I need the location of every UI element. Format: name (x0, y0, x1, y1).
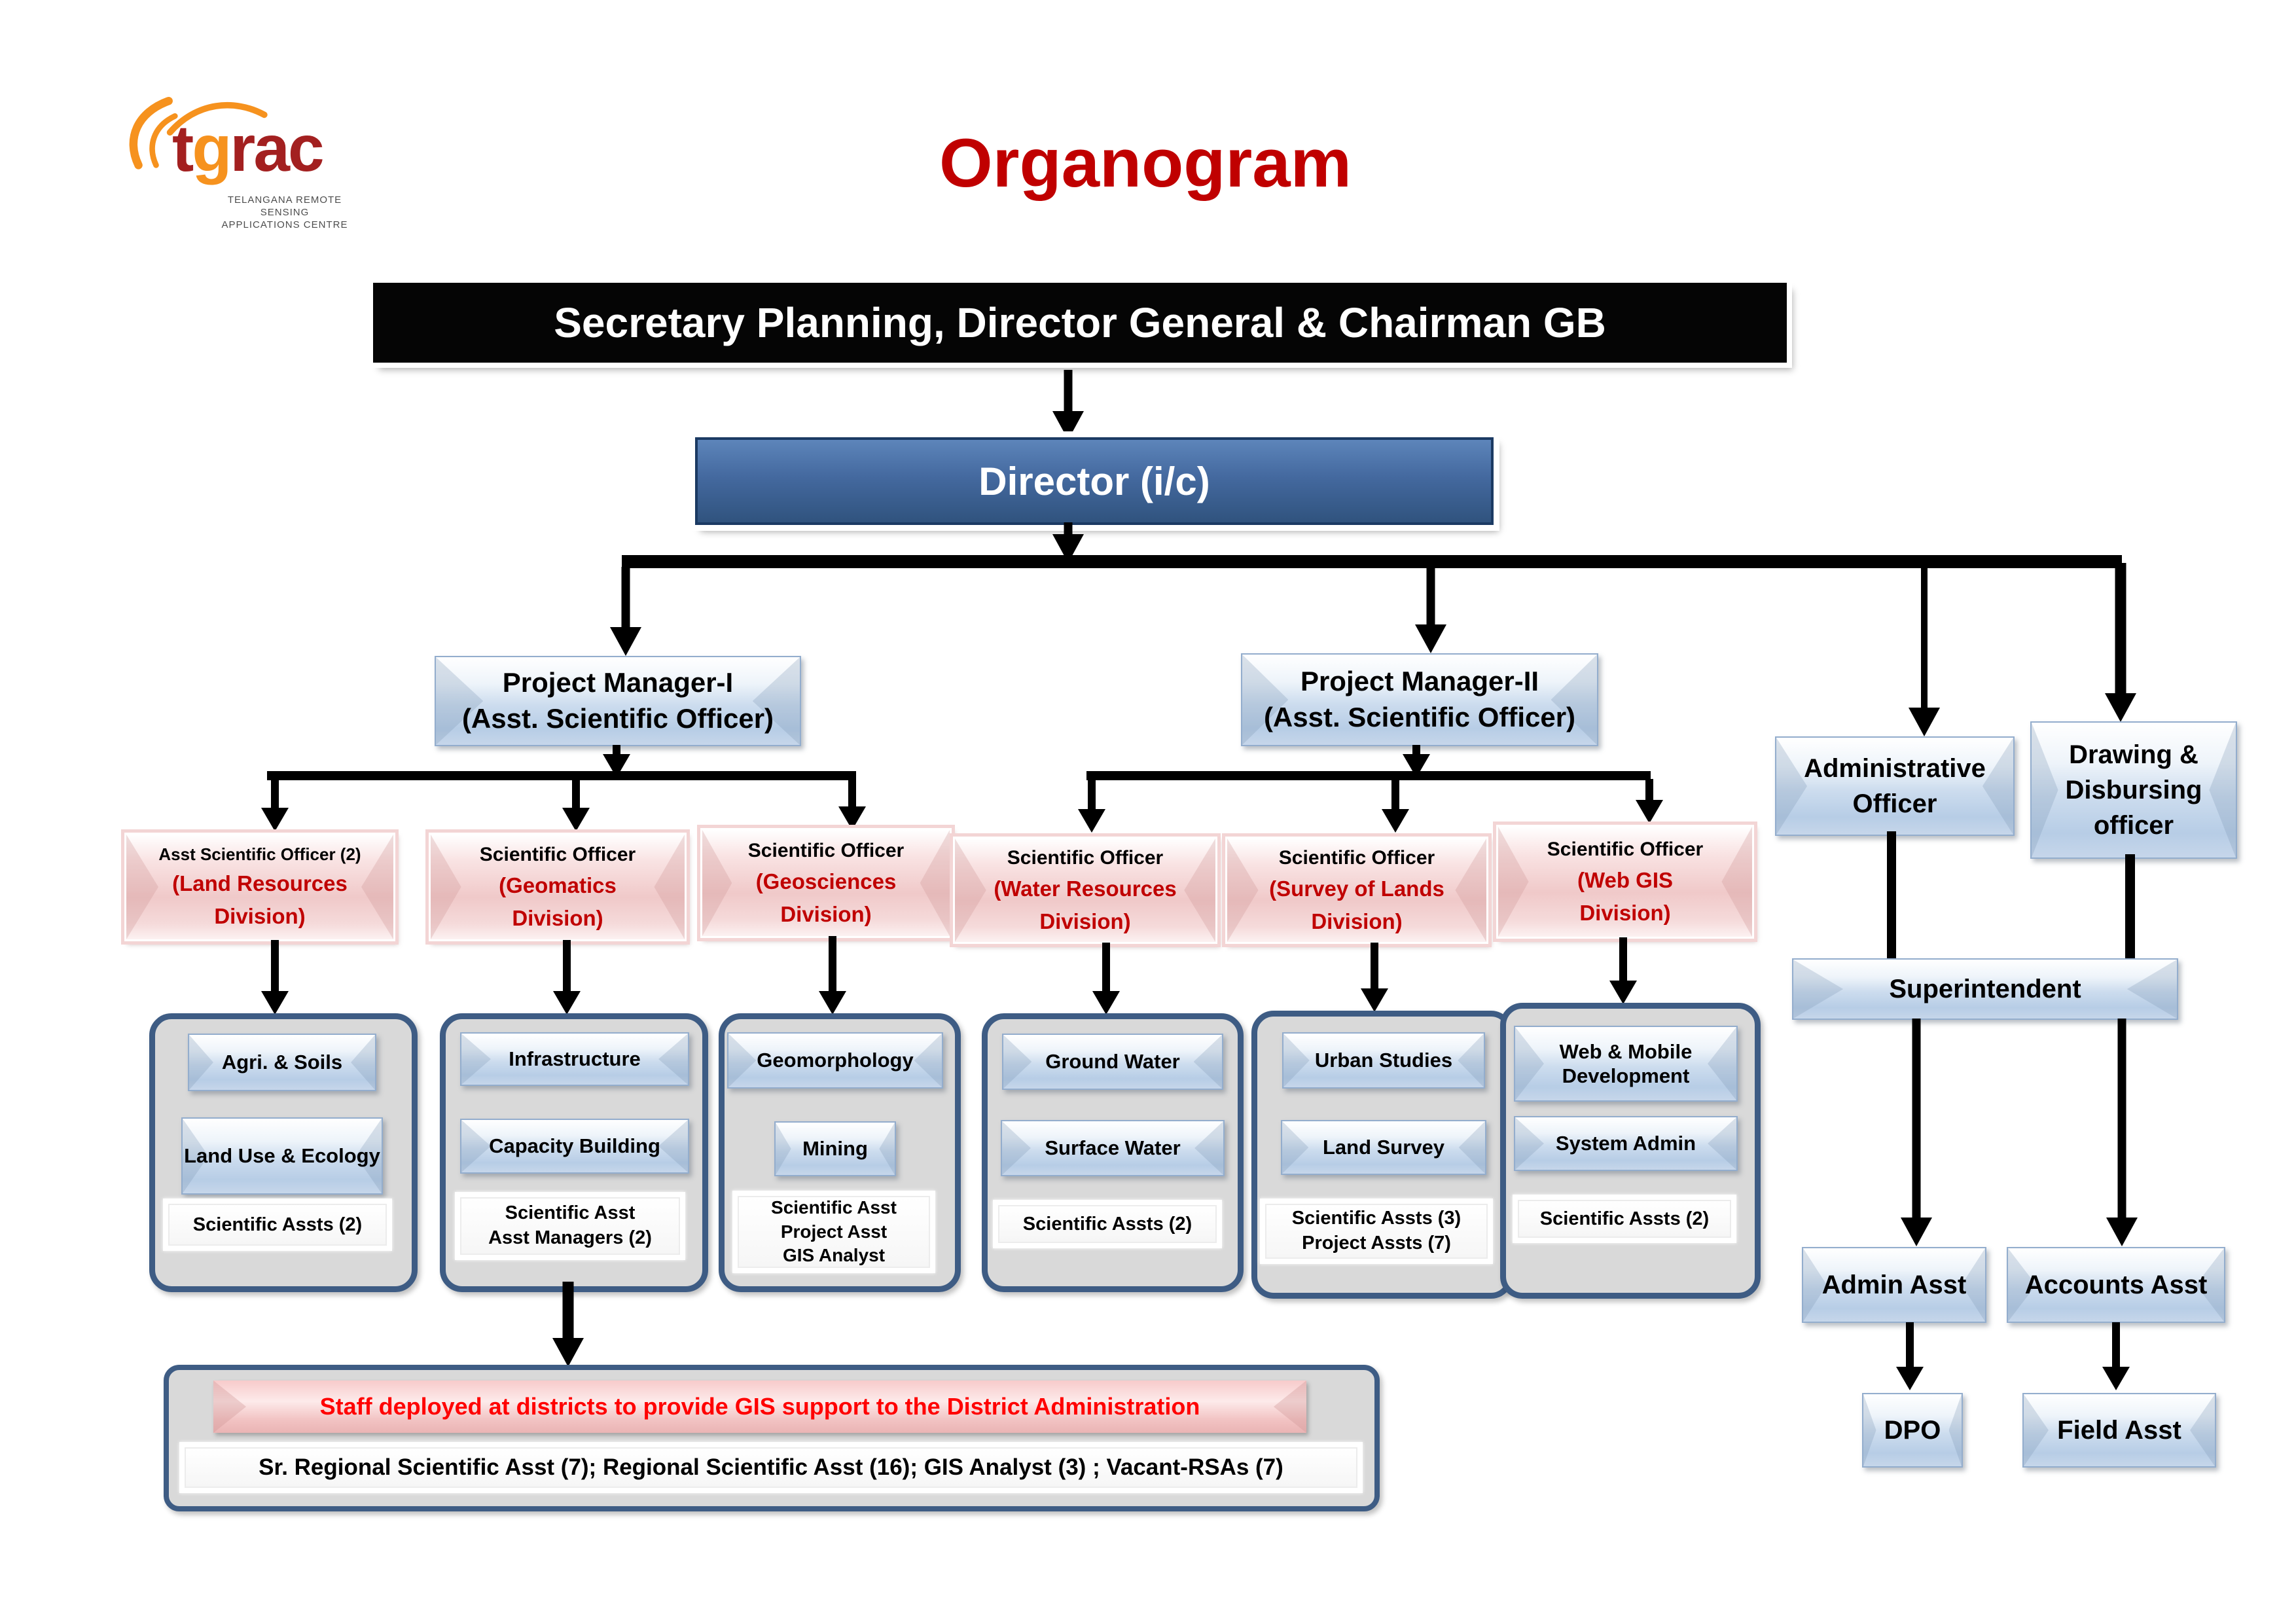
node-division-officer-geosciences (700, 828, 952, 938)
staff-label-survey-of-lands (1260, 1199, 1493, 1264)
connector-accounts-asst-to-field-asst (2096, 1322, 2136, 1390)
node-unit-surface-water (1001, 1120, 1225, 1176)
unit-label: Urban Studies (1314, 1049, 1453, 1072)
division-name-line2: Division) (1311, 909, 1403, 933)
staff-line: Scientific Asst (505, 1202, 636, 1224)
staff-label-land-resources (163, 1199, 392, 1251)
logo (115, 88, 416, 229)
node-superintendent (1792, 958, 2178, 1020)
connector-bar-to-pm1 (606, 567, 645, 656)
officer-name: Scientific Officer (1007, 847, 1164, 869)
node-director-label: Director (i/c) (978, 459, 1210, 503)
node-ddo-line2: Disbursing (2065, 776, 2202, 804)
division-name-line1: (Water Resources (994, 876, 1177, 901)
division-name-line2: Division) (214, 903, 306, 928)
connector-bar-to-admin-officer (1905, 567, 1944, 736)
connector-secretary-to-director (1049, 370, 1088, 440)
connector-ddo-to-superintendent (2125, 854, 2135, 960)
node-admin-officer-line2: Officer (1852, 789, 1937, 818)
node-dpo (1862, 1393, 1963, 1468)
connector-land-resources-to-units (255, 940, 295, 1015)
districts-staff-label: Sr. Regional Scientific Asst (7); Regional Scientific Asst (16); GIS Analyst (3) ; Vacant-RSAs (7) (259, 1454, 1283, 1480)
container-division-geosciences (719, 1013, 961, 1292)
officer-name: Scientific Officer (479, 844, 636, 865)
container-division-geomatics (440, 1013, 708, 1292)
container-division-land-resources (149, 1013, 418, 1292)
node-unit-geomorphology (727, 1032, 943, 1089)
districts-banner (213, 1380, 1306, 1433)
connector-water-resources-to-units (1086, 943, 1126, 1015)
staff-label-geomatics (455, 1192, 685, 1260)
staff-line: Project Assts (7) (1302, 1233, 1451, 1254)
unit-label: Agri. & Soils (221, 1051, 343, 1074)
node-ddo-line1: Drawing & (2069, 740, 2198, 769)
node-secretary (373, 283, 1787, 363)
connector-admin-officer-to-superintendent (1887, 831, 1896, 960)
unit-label: Geomorphology (757, 1049, 914, 1072)
staff-line: Asst Managers (2) (488, 1227, 652, 1248)
connector-to-geomatics (556, 779, 596, 831)
node-superintendent-label: Superintendent (1889, 974, 2081, 1003)
node-accounts-asst-label: Accounts Asst (2024, 1270, 2208, 1299)
logo-subtitle-line1: TELANGANA REMOTE SENSING (227, 194, 342, 218)
unit-label: Surface Water (1045, 1136, 1181, 1160)
unit-label: Ground Water (1045, 1050, 1180, 1074)
connector-admin-asst-to-dpo (1890, 1322, 1929, 1390)
connector-to-geosciences (833, 779, 872, 830)
staff-line: Scientific Assts (3) (1291, 1208, 1462, 1229)
node-admin-officer-line1: Administrative (1804, 754, 1986, 783)
node-admin-officer (1775, 736, 2015, 836)
staff-line: GIS Analyst (782, 1245, 886, 1266)
page-title: Organogram (939, 125, 1352, 202)
connector-main-bar (622, 555, 2122, 568)
node-pm2-line1: Project Manager-II (1300, 666, 1539, 697)
connector-superintendent-to-accounts-asst (2102, 1019, 2142, 1246)
node-unit-ground-water (1002, 1034, 1223, 1090)
node-division-officer-survey-of-lands (1225, 837, 1488, 944)
node-pm2 (1241, 653, 1598, 746)
districts-banner-label: Staff deployed at districts to provide GIS support to the District Administration (319, 1393, 1200, 1420)
node-unit-system-admin (1514, 1116, 1738, 1171)
division-name-line2: Division) (1039, 909, 1131, 933)
node-pm2-line2: (Asst. Scientific Officer) (1263, 702, 1576, 732)
staff-label-geosciences (732, 1191, 935, 1273)
connector-geomatics-to-districts (548, 1282, 588, 1367)
division-name-line2: Division) (512, 905, 603, 930)
node-division-officer-geomatics (429, 833, 687, 941)
logo-subtitle (206, 194, 363, 231)
logo-acronym-rac: rac (230, 112, 323, 185)
division-name-line2: Division) (780, 901, 872, 926)
node-admin-asst-label: Admin Asst (1821, 1270, 1967, 1299)
connector-web-gis-to-units (1604, 937, 1643, 1004)
node-division-officer-web-gis (1496, 825, 1754, 939)
connector-geomatics-to-units (547, 940, 586, 1015)
node-director (695, 437, 1494, 525)
connector-geosciences-to-units (813, 936, 852, 1015)
container-division-survey-of-lands (1251, 1011, 1513, 1299)
unit-label: Land Use & Ecology (184, 1144, 380, 1168)
node-unit-land-survey (1281, 1120, 1486, 1175)
node-unit-mining (774, 1121, 896, 1176)
officer-name: Asst Scientific Officer (2) (158, 844, 361, 864)
node-field-asst-label: Field Asst (2057, 1415, 2181, 1445)
unit-label: Web & Mobile Development (1559, 1039, 1693, 1087)
node-pm1-line1: Project Manager-I (502, 667, 734, 698)
logo-subtitle-line2: APPLICATIONS CENTRE (221, 219, 348, 230)
node-unit-agri-soils (188, 1034, 376, 1091)
officer-name: Scientific Officer (1547, 839, 1704, 860)
division-name-line1: (Geosciences (755, 869, 897, 893)
staff-line: Project Asst (780, 1221, 888, 1242)
node-accounts-asst (2007, 1247, 2225, 1323)
connector-to-survey-of-lands (1376, 779, 1415, 833)
node-pm1-line2: (Asst. Scientific Officer) (461, 703, 774, 734)
staff-line: Scientific Assts (2) (1022, 1213, 1193, 1235)
districts-staff (179, 1442, 1363, 1493)
node-ddo (2030, 721, 2237, 859)
logo-acronym-t: t (172, 112, 192, 185)
staff-label-water-resources (993, 1200, 1222, 1248)
connector-survey-of-lands-to-units (1355, 943, 1394, 1012)
connector-to-water-resources (1072, 779, 1111, 833)
staff-line: Scientific Assts (2) (1539, 1208, 1710, 1229)
node-division-officer-land-resources (124, 833, 395, 941)
districts-panel (164, 1365, 1380, 1511)
unit-label: Infrastructure (509, 1047, 641, 1071)
connector-bar-to-pm2 (1411, 567, 1450, 653)
unit-label: Mining (802, 1137, 868, 1161)
staff-line: Scientific Assts (2) (192, 1214, 363, 1235)
officer-name: Scientific Officer (1278, 847, 1435, 869)
unit-label: System Admin (1555, 1132, 1696, 1155)
staff-line: Scientific Asst (771, 1197, 897, 1218)
node-admin-asst (1802, 1247, 1986, 1323)
connector-to-web-gis (1630, 779, 1669, 823)
connector-to-land-resources (255, 779, 295, 831)
division-name-line1: (Web GIS (1577, 868, 1674, 892)
officer-name: Scientific Officer (747, 840, 905, 861)
division-name-line2: Division) (1579, 900, 1671, 925)
unit-label: Capacity Building (489, 1134, 660, 1158)
unit-label: Land Survey (1322, 1136, 1445, 1159)
connector-bar-to-ddo (2101, 563, 2140, 722)
node-ddo-line3: officer (2093, 811, 2174, 840)
logo-acronym-g: g (192, 112, 230, 185)
connector-superintendent-to-admin-asst (1897, 1019, 1936, 1246)
container-division-water-resources (982, 1013, 1244, 1292)
node-division-officer-water-resources (953, 837, 1217, 944)
node-unit-urban-studies (1282, 1032, 1485, 1089)
container-division-web-gis (1500, 1003, 1761, 1299)
division-name-line1: (Survey of Lands (1269, 876, 1444, 901)
node-unit-capacity-building (460, 1119, 689, 1174)
node-unit-web-mobile-development (1514, 1026, 1738, 1102)
node-unit-infrastructure (460, 1032, 689, 1086)
staff-label-web-gis (1513, 1195, 1736, 1243)
node-pm1 (435, 656, 801, 746)
connector-pm2-bar (1086, 771, 1651, 780)
logo-acronym (172, 112, 323, 185)
node-unit-land-use-ecology (181, 1117, 383, 1195)
node-secretary-label: Secretary Planning, Director General & Chairman GB (554, 299, 1606, 346)
division-name-line1: (Land Resources (172, 871, 348, 895)
node-field-asst (2022, 1393, 2216, 1468)
node-dpo-label: DPO (1884, 1415, 1941, 1445)
division-name-line1: (Geomatics (499, 873, 617, 897)
